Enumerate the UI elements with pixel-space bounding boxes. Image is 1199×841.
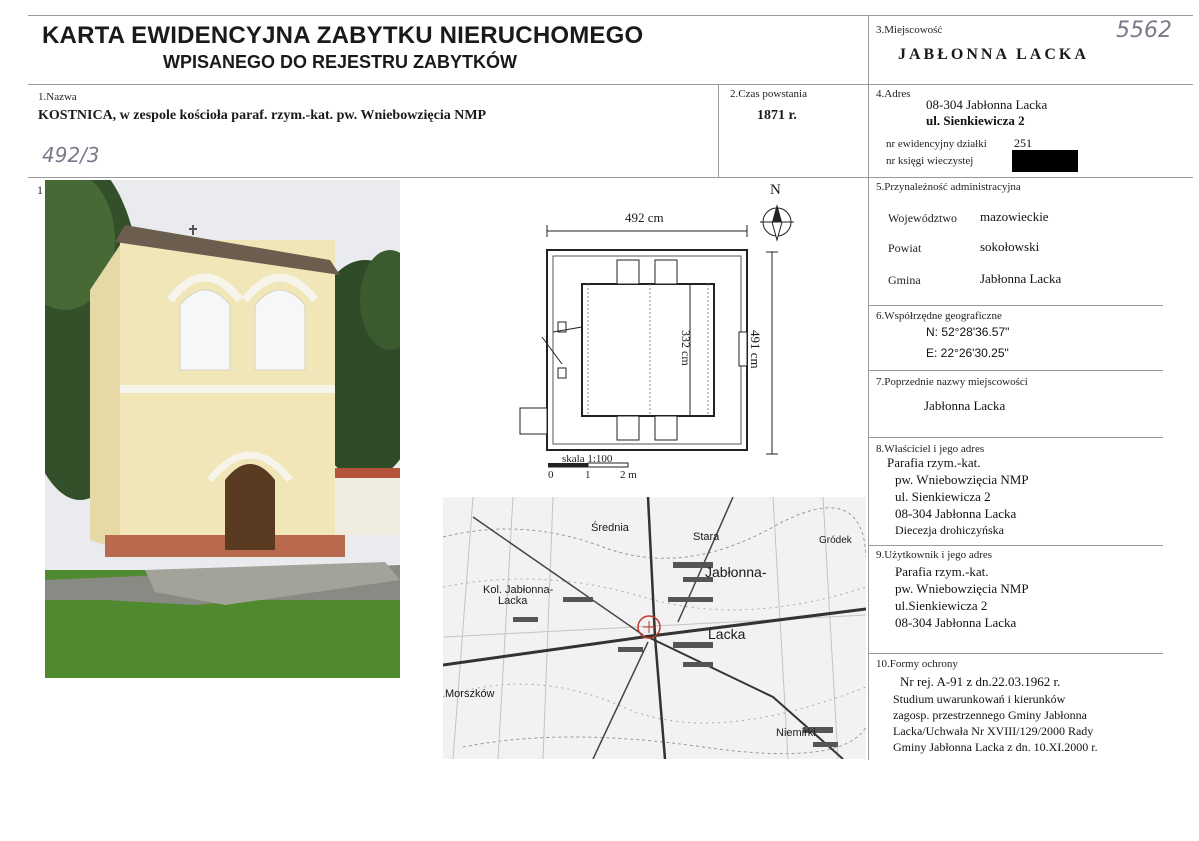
photo-label: 1 bbox=[37, 183, 43, 197]
voivodeship-value: mazowieckie bbox=[980, 209, 1049, 224]
card-number: 5562 bbox=[1116, 18, 1172, 43]
protection-line: Nr rej. A-91 z dn.22.03.1962 r. bbox=[900, 674, 1061, 689]
map-label-stara: Stara bbox=[693, 531, 720, 543]
county-value: sokołowski bbox=[980, 239, 1040, 254]
land-register-label: nr księgi wieczystej bbox=[886, 155, 974, 167]
scale-tick-0: 0 bbox=[548, 469, 554, 481]
divider-8-9 bbox=[868, 545, 1163, 546]
field1-handwritten-note: 492/3 bbox=[42, 143, 100, 167]
map-label-grodek: Gródek bbox=[819, 535, 852, 546]
field8-label: 8.Właściciel i jego adres bbox=[876, 443, 985, 455]
field7-label: 7.Poprzednie nazwy miejscowości bbox=[876, 376, 1028, 388]
field5-label: 5.Przynależność administracyjna bbox=[876, 181, 1021, 193]
voivodeship-label: Województwo bbox=[888, 211, 958, 225]
field2-label: 2.Czas powstania bbox=[730, 88, 807, 100]
user-line: Parafia rzym.-kat. bbox=[895, 564, 989, 579]
map-label-kol-jablonna: Kol. Jabłonna- bbox=[483, 584, 554, 596]
owner-line: Parafia rzym.-kat. bbox=[887, 455, 981, 470]
field3-label: 3.Miejscowość bbox=[876, 24, 943, 36]
map-label-lacka: Lacka bbox=[708, 626, 746, 642]
previous-name: Jabłonna Lacka bbox=[924, 398, 1006, 413]
map-label-srednia: Średnia bbox=[591, 522, 629, 534]
divider-right-column bbox=[868, 15, 869, 760]
owner-line: pw. Wniebowzięcia NMP bbox=[895, 472, 1029, 487]
ossuary-photo bbox=[45, 180, 400, 678]
location-map bbox=[443, 497, 866, 759]
protection-line: Lacka/Uchwała Nr XVIII/129/2000 Rady bbox=[893, 724, 1094, 738]
plan-height-label: 491 cm bbox=[748, 330, 763, 369]
divider-5-6 bbox=[868, 305, 1163, 306]
owner-line: Diecezja drohiczyńska bbox=[895, 523, 1004, 537]
plan-inner-label: 332 cm bbox=[679, 330, 693, 366]
scale-tick-1: 1 bbox=[585, 469, 591, 481]
address-line1: 08-304 Jabłonna Lacka bbox=[926, 97, 1048, 112]
card-subtitle: WPISANEGO DO REJESTRU ZABYTKÓW bbox=[163, 52, 518, 72]
field6-label: 6.Współrzędne geograficzne bbox=[876, 310, 1002, 322]
protection-line: Gminy Jabłonna Lacka z dn. 10.XI.2000 r. bbox=[893, 740, 1098, 754]
divider-header bbox=[28, 84, 1193, 85]
field4-label: 4.Adres bbox=[876, 88, 911, 100]
longitude: E: 22°26'30.25" bbox=[926, 346, 1009, 360]
field2-value: 1871 r. bbox=[757, 108, 797, 123]
field3-value: JABŁONNA LACKA bbox=[898, 46, 1089, 63]
user-line: ul.Sienkiewicza 2 bbox=[895, 598, 988, 613]
field9-label: 9.Użytkownik i jego adres bbox=[876, 549, 993, 561]
commune-label: Gmina bbox=[888, 273, 921, 287]
divider-name-row bbox=[28, 177, 1193, 178]
owner-line: ul. Sienkiewicza 2 bbox=[895, 489, 991, 504]
card-title: KARTA EWIDENCYJNA ZABYTKU NIERUCHOMEGO bbox=[42, 22, 644, 49]
divider-7-8 bbox=[868, 437, 1163, 438]
map-label-niemirki: Niemirki bbox=[776, 727, 816, 739]
scale-tick-2: 2 m bbox=[620, 469, 637, 481]
field1-label: 1.Nazwa bbox=[38, 91, 77, 103]
owner-line: 08-304 Jabłonna Lacka bbox=[895, 506, 1017, 521]
map-label-jablonna: Jabłonna- bbox=[705, 564, 767, 580]
address-line2: ul. Sienkiewicza 2 bbox=[926, 113, 1025, 128]
user-line: pw. Wniebowzięcia NMP bbox=[895, 581, 1029, 596]
plot-label: nr ewidencyjny działki bbox=[886, 138, 987, 150]
protection-line: Studium uwarunkowań i kierunków bbox=[893, 692, 1066, 706]
scale-label: skala 1:100 bbox=[562, 453, 613, 465]
field10-label: 10.Formy ochrony bbox=[876, 658, 958, 670]
map-label-morszkow: Morszków bbox=[445, 688, 495, 700]
divider-9-10 bbox=[868, 653, 1163, 654]
commune-value: Jabłonna Lacka bbox=[980, 271, 1062, 286]
plan-width-label: 492 cm bbox=[625, 210, 664, 225]
map-label-kol-lacka: Lacka bbox=[498, 595, 528, 607]
user-line: 08-304 Jabłonna Lacka bbox=[895, 615, 1017, 630]
redacted-land-register bbox=[1012, 150, 1078, 172]
north-label: N bbox=[770, 182, 781, 198]
floor-plan bbox=[510, 182, 810, 482]
protection-line: zagosp. przestrzennego Gminy Jabłonna bbox=[893, 708, 1087, 722]
latitude: N: 52°28'36.57" bbox=[926, 325, 1010, 339]
county-label: Powiat bbox=[888, 241, 922, 255]
field1-value: KOSTNICA, w zespole kościoła paraf. rzym.-kat. pw. Wniebowzięcia NMP bbox=[38, 108, 487, 123]
plot-value: 251 bbox=[1014, 136, 1032, 150]
border-top bbox=[28, 15, 1193, 16]
divider-6-7 bbox=[868, 370, 1163, 371]
divider-name-date bbox=[718, 84, 719, 177]
